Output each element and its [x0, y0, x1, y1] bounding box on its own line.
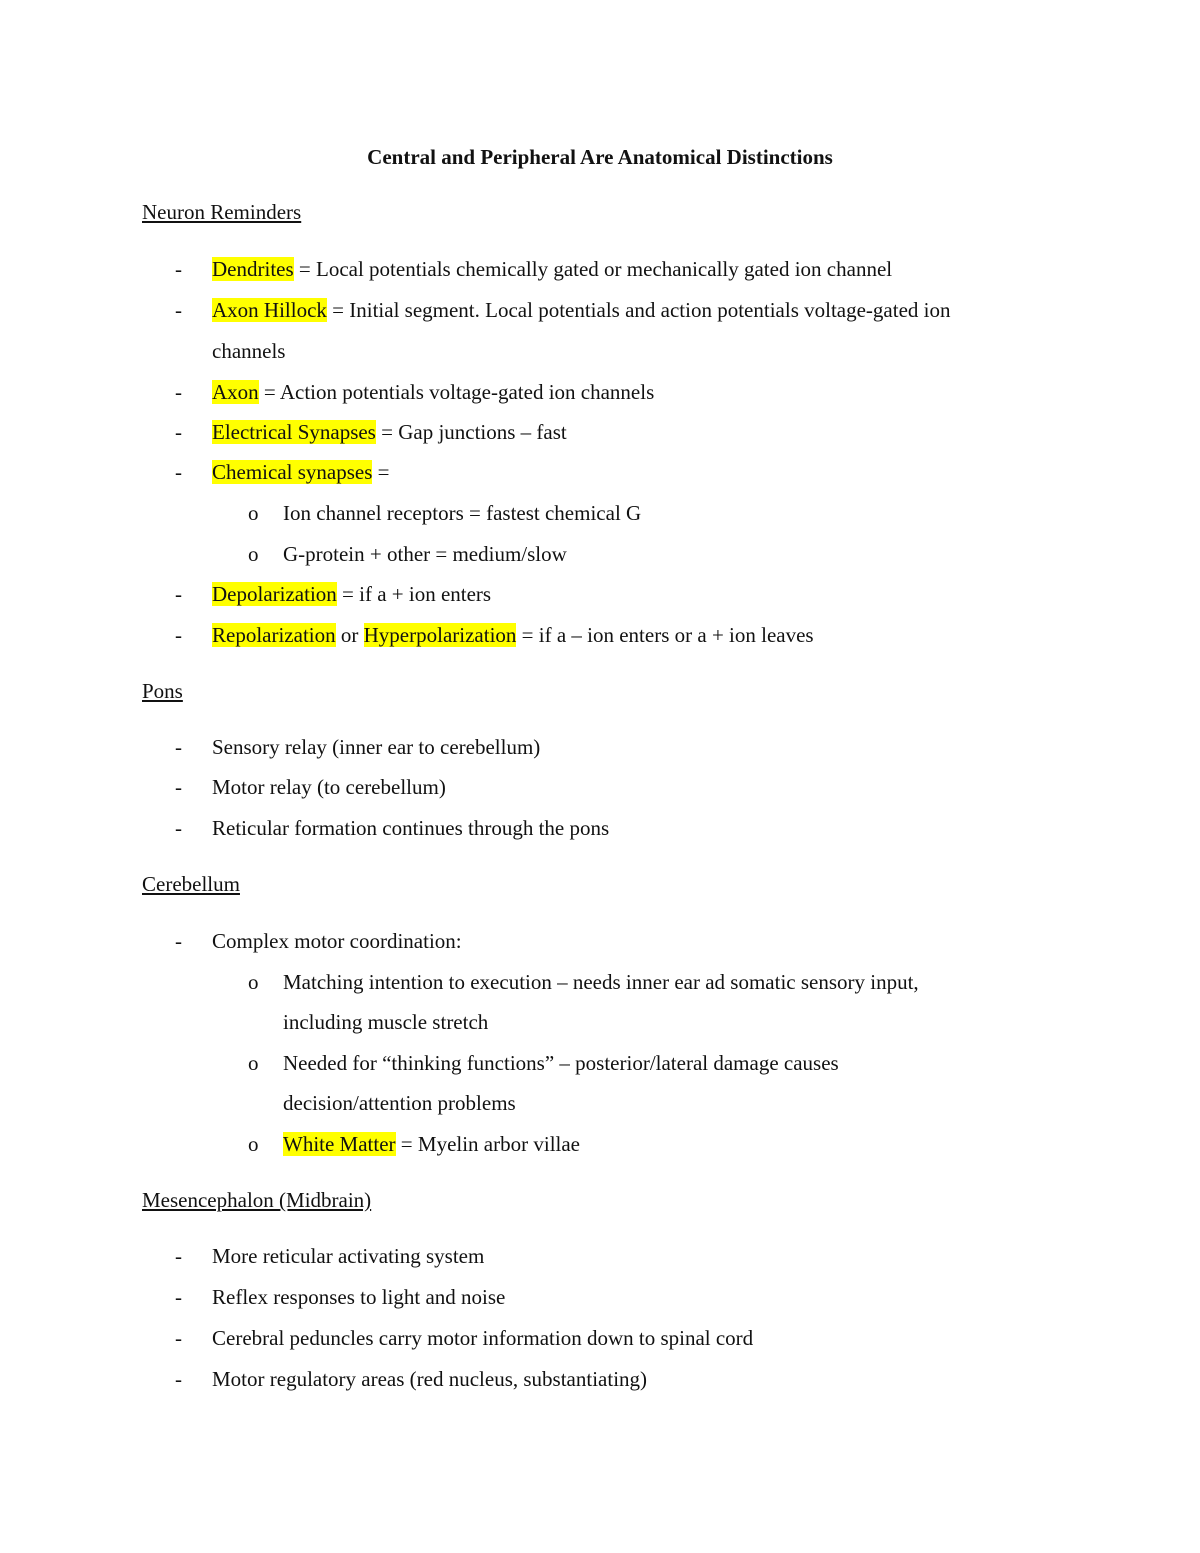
item-text: Cerebral peduncles carry motor information down to spinal cord [212, 1326, 754, 1350]
highlighted-term: Dendrites [212, 257, 294, 281]
sub-item-text: Matching intention to execution – needs inner ear ad somatic sensory input, [283, 970, 919, 994]
highlighted-term: Repolarization [212, 623, 336, 647]
item-text: Complex motor coordination: [212, 929, 462, 953]
dash-marker: - [175, 623, 182, 647]
highlighted-term: Axon Hillock [212, 298, 327, 322]
circle-marker: o [248, 1051, 259, 1075]
item-text: Reticular formation continues through the pons [212, 816, 610, 840]
circle-marker: o [248, 501, 259, 525]
highlighted-term: Chemical synapses [212, 460, 373, 484]
highlighted-term: Electrical Synapses [212, 420, 376, 444]
item-text: = if a + ion enters [336, 582, 492, 606]
item-text: = Action potentials voltage-gated ion channels [258, 380, 655, 404]
sub-item-continuation: including muscle stretch [283, 1010, 489, 1034]
circle-marker: o [248, 542, 259, 566]
highlighted-term: Axon [212, 380, 259, 404]
item-text: = Gap junctions – fast [375, 420, 567, 444]
dash-marker: - [175, 257, 182, 281]
dash-marker: - [175, 298, 182, 322]
item-continuation: channels [212, 339, 286, 363]
circle-marker: o [248, 970, 259, 994]
item-text: More reticular activating system [212, 1244, 485, 1268]
section-heading-mesencephalon: Mesencephalon (Midbrain) [142, 1188, 372, 1212]
dash-marker: - [175, 380, 182, 404]
section-heading-neuron-reminders: Neuron Reminders [142, 200, 302, 224]
item-text: = Initial segment. Local potentials and action potentials voltage-gated ion [326, 298, 951, 322]
dash-marker: - [175, 735, 182, 759]
dash-marker: - [175, 929, 182, 953]
dash-marker: - [175, 1285, 182, 1309]
dash-marker: - [175, 1367, 182, 1391]
item-text: = Local potentials chemically gated or mechanically gated ion channel [293, 257, 893, 281]
circle-marker: o [248, 1132, 259, 1156]
item-text: Reflex responses to light and noise [212, 1285, 506, 1309]
sub-item-text: Ion channel receptors = fastest chemical G [283, 501, 642, 525]
item-text: = if a – ion enters or a + ion leaves [516, 623, 814, 647]
highlighted-term: White Matter [283, 1132, 396, 1156]
item-text: Motor regulatory areas (red nucleus, substantiating) [212, 1367, 648, 1391]
sub-item-text: Needed for “thinking functions” – posterior/lateral damage causes [283, 1051, 839, 1075]
dash-marker: - [175, 1326, 182, 1350]
section-heading-cerebellum: Cerebellum [142, 872, 240, 896]
dash-marker: - [175, 1244, 182, 1268]
dash-marker: - [175, 582, 182, 606]
sub-item-continuation: decision/attention problems [283, 1091, 516, 1115]
dash-marker: - [175, 460, 182, 484]
dash-marker: - [175, 420, 182, 444]
section-heading-pons: Pons [142, 679, 183, 703]
dash-marker: - [175, 775, 182, 799]
item-text: or [335, 623, 364, 647]
dash-marker: - [175, 816, 182, 840]
item-text: Motor relay (to cerebellum) [212, 775, 446, 799]
document-title: Central and Peripheral Are Anatomical Distinctions [367, 145, 833, 169]
item-text: Sensory relay (inner ear to cerebellum) [212, 735, 541, 759]
highlighted-term: Depolarization [212, 582, 337, 606]
highlighted-term: Hyperpolarization [363, 623, 517, 647]
item-text: = [372, 460, 390, 484]
sub-item-text: = Myelin arbor villae [395, 1132, 581, 1156]
sub-item-text: G-protein + other = medium/slow [283, 542, 567, 566]
